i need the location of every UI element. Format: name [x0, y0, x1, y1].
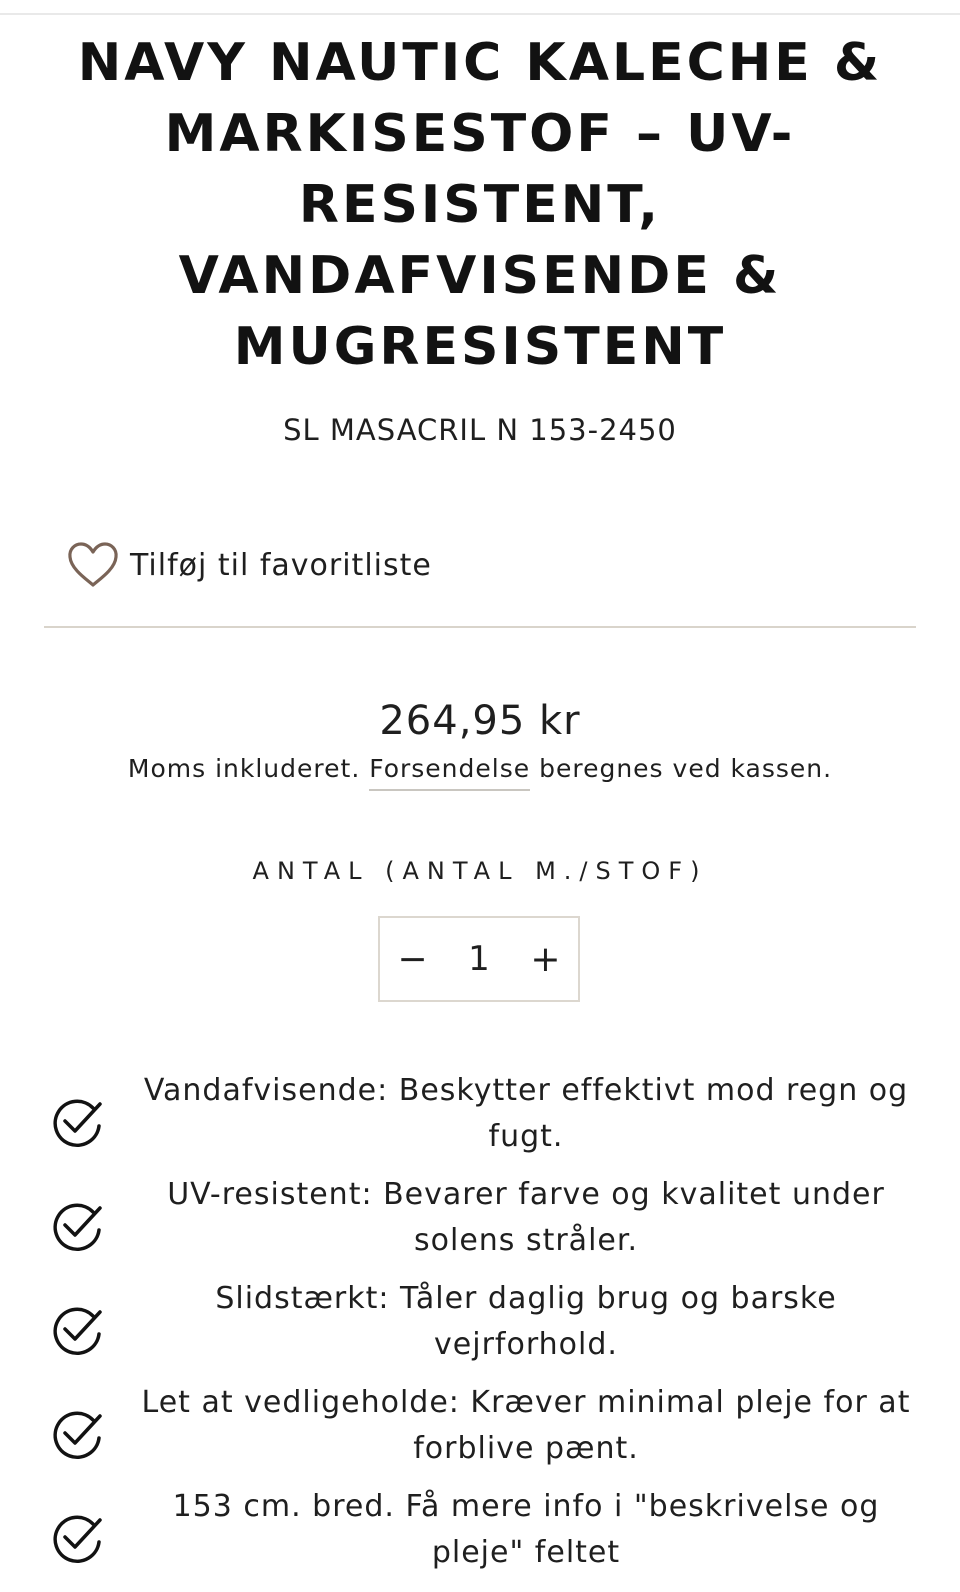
product-sku: SL MASACRIL N 153-2450	[283, 413, 677, 447]
section-divider	[44, 626, 916, 628]
minus-icon: −	[397, 938, 428, 980]
add-to-favorites-button[interactable]	[66, 540, 432, 590]
tax-calculated-text: beregnes ved kassen.	[539, 754, 833, 783]
feature-item	[0, 1276, 960, 1380]
heart-icon	[66, 541, 120, 589]
product-price: 264,95 kr	[379, 698, 581, 744]
shipping-link[interactable]: Forsendelse	[369, 754, 530, 791]
feature-text: Slidstærkt: Tåler daglig brug og barske vejrforhold.	[215, 1281, 837, 1362]
increase-quantity-button[interactable]	[513, 918, 578, 1000]
product-title: NAVY NAUTIC KALECHE & MARKISESTOF – UV-RESISTENT, VANDAFVISENDE & MUGRESISTENT	[77, 33, 883, 377]
check-circle-icon	[48, 1092, 106, 1150]
feature-text: UV-resistent: Bevarer farve og kvalitet under solens stråler.	[167, 1177, 885, 1258]
add-to-favorites-label: Tilføj til favoritliste	[130, 547, 432, 583]
feature-item	[0, 1068, 960, 1172]
plus-icon: +	[530, 938, 561, 980]
feature-text: 153 cm. bred. Få mere info i "beskrivelse og pleje" feltet	[172, 1489, 880, 1570]
quantity-label: ANTAL (ANTAL M./STOF)	[252, 857, 708, 885]
decrease-quantity-button[interactable]	[380, 918, 445, 1000]
feature-item	[0, 1380, 960, 1484]
tax-note	[0, 752, 960, 786]
feature-item	[0, 1172, 960, 1276]
tax-included-text: Moms inkluderet.	[127, 754, 361, 783]
top-divider	[0, 13, 960, 15]
check-circle-icon	[48, 1196, 106, 1254]
feature-text: Let at vedligeholde: Kræver minimal pleje for at forblive pænt.	[141, 1385, 911, 1466]
quantity-input[interactable]	[445, 938, 513, 980]
quantity-stepper	[378, 916, 580, 1002]
check-circle-icon	[48, 1404, 106, 1462]
feature-item	[0, 1484, 960, 1588]
check-circle-icon	[48, 1300, 106, 1358]
feature-text: Vandafvisende: Beskytter effektivt mod regn og fugt.	[143, 1073, 909, 1154]
feature-list	[0, 1068, 960, 1588]
check-circle-icon	[48, 1508, 106, 1566]
